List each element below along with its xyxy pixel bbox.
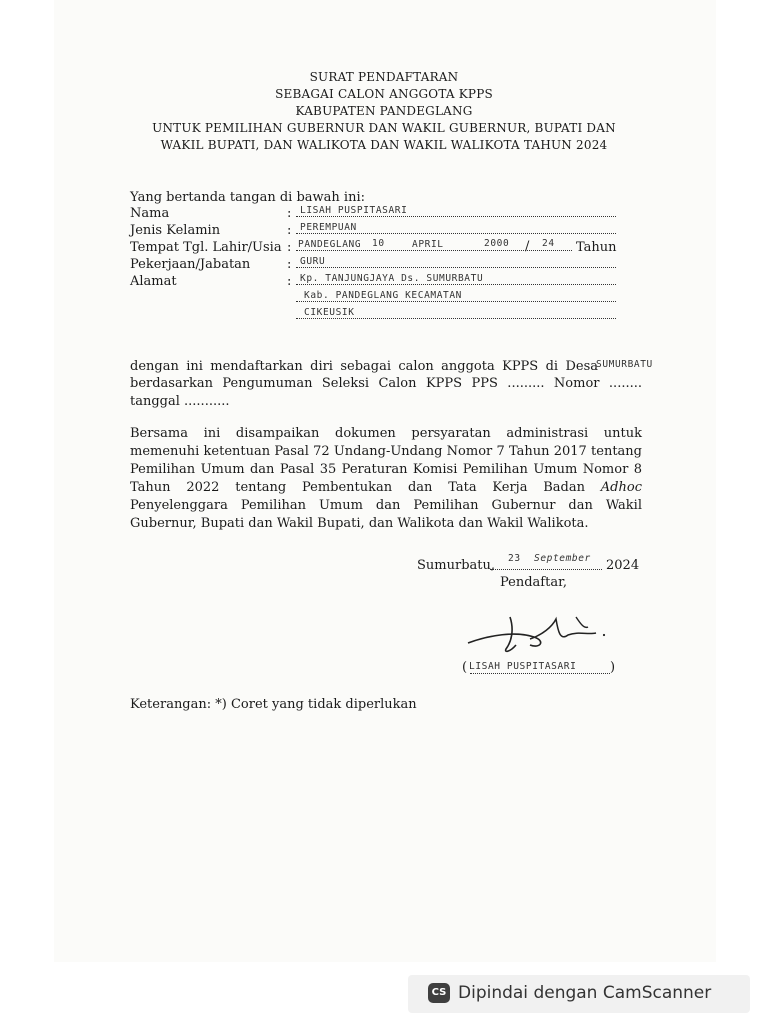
document-election-line2: WAKIL BUPATI, DAN WALIKOTA DAN WAKIL WALIKOTA TAHUN 2024 [160,138,608,152]
handwritten-signature [460,605,620,660]
registration-line-2: berdasarkan Pengumuman Seleksi Calon KPPS PPS ......... Nomor ........ [130,376,642,391]
field-value-birth-month: APRIL [412,239,444,250]
signer-role: Pendaftar, [500,575,568,590]
field-value-alamat-2: Kab. PANDEGLANG KECAMATAN [304,290,462,301]
dotted-line [296,216,616,217]
field-label-ttl: Tempat Tgl. Lahir/Usia [130,240,282,255]
intro-text: Yang bertanda tangan di bawah ini: [130,190,365,205]
field-value-birth-day: 10 [372,238,385,249]
signature-paren-open: ( [462,660,468,675]
dotted-line [296,318,616,319]
document-election-line1: UNTUK PEMILIHAN GUBERNUR DAN WAKIL GUBERNUR, BUPATI DAN [152,121,616,135]
field-colon: : [287,274,292,289]
signature-place: Sumurbatu, [417,558,495,573]
signature-year: 2024 [606,558,640,573]
age-unit: Tahun [576,240,617,255]
signature-month: September [534,553,591,564]
field-label-nama: Nama [130,206,170,221]
dotted-line [296,250,572,251]
registration-line-1: dengan ini mendaftarkan diri sebagai calon anggota KPPS di Desa [130,359,598,374]
field-label-alamat: Alamat [130,274,177,289]
camscanner-logo-icon: CS [428,983,450,1003]
field-value-nama: LISAH PUSPITASARI [300,205,408,216]
signature-day: 23 [508,553,521,564]
field-colon: : [287,257,292,272]
signer-name: LISAH PUSPITASARI [469,661,577,672]
document-regency: KABUPATEN PANDEGLANG [295,104,473,118]
field-value-age: 24 [542,238,555,249]
note-text: Keterangan: *) Coret yang tidak diperlukan [130,697,417,712]
field-value-alamat-3: CIKEUSIK [304,307,355,318]
field-label-pekerjaan: Pekerjaan/Jabatan [130,257,251,272]
camscanner-text: Dipindai dengan CamScanner [458,983,712,1003]
field-value-birth-year: 2000 [484,238,510,249]
field-colon: : [287,206,292,221]
dotted-line [296,267,616,268]
field-label-jenis-kelamin: Jenis Kelamin [130,223,221,238]
signature-paren-close: ) [610,660,616,675]
field-value-birthplace: PANDEGLANG [298,239,362,250]
requirements-paragraph: Bersama ini disampaikan dokumen persyaratan administrasi untuk memenuhi ketentuan Pasal 72 Undang-Undang Nomor 7 Tahun 2017 tentang Pemilihan Umum dan Pasal 35 Peraturan Komisi Pemilihan Umum Nomor 8 Tahun 2022 tentang Pembentukan dan Tata Kerja Badan Adhoc Penyelenggara Pemilihan Umum dan Pemilihan Gubernur dan Wakil Gubernur, Bupati dan Wakil Bupati, dan Walikota dan Wakil Walikota. [130,426,642,531]
field-value-pekerjaan: GURU [300,256,326,267]
field-colon: : [287,240,292,255]
dotted-line [490,569,602,570]
dotted-line [470,673,610,674]
field-value-jenis-kelamin: PEREMPUAN [300,222,357,233]
dotted-line [296,284,616,285]
camscanner-watermark [408,975,750,1013]
field-colon: : [287,223,292,238]
document-title: SURAT PENDAFTARAN [309,70,459,84]
field-value-alamat-1: Kp. TANJUNGJAYA Ds. SUMURBATU [300,273,484,284]
dotted-line [296,301,616,302]
document-subtitle: SEBAGAI CALON ANGGOTA KPPS [275,87,493,101]
desa-value: SUMURBATU [596,359,653,370]
dotted-line [296,233,616,234]
registration-line-3: tanggal ........... [130,394,230,409]
